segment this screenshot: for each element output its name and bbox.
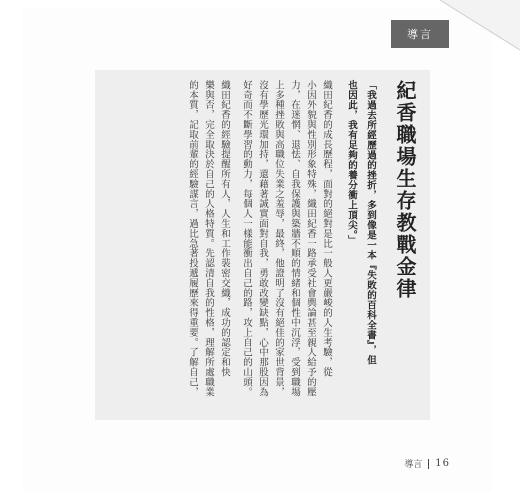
page-footer bbox=[404, 457, 450, 470]
section-label: 導言 bbox=[407, 28, 433, 41]
quote-line: 也因此，我有足夠的養分衝上頂尖。」 bbox=[346, 80, 357, 246]
page-number: 16 bbox=[435, 458, 450, 469]
paragraph-line: 沒有學歷光環加持，還藉著誠實面對自我，勇敢改變缺點，心中那股因為 bbox=[257, 80, 268, 397]
footer-divider bbox=[428, 459, 429, 469]
quote-line: 「我過去所經歷過的挫折，多到像是一本『失敗的百科全書』，但 bbox=[365, 80, 376, 366]
paragraph-line: 好奇而不斷學習的動力，每個人一樣能衝出自己的路，攻上自己的山頭。 bbox=[241, 80, 252, 397]
paragraph-line: 樂與否，完全取決於自己的人格特質。先認清自我的性格，理解所處職業 bbox=[203, 80, 214, 397]
footer-section-label: 導言 bbox=[404, 460, 423, 470]
section-tab bbox=[391, 20, 449, 48]
vertical-text-block bbox=[110, 80, 415, 410]
paragraph-line: 上多種挫敗與高職位失業之羞辱，最終，他證明了沒有絕佳的家世背景， bbox=[273, 80, 284, 397]
article-title: 紀香職場生存教戰金律 bbox=[393, 80, 417, 300]
paragraph-line: 的本質，記取前輩的經驗謀言，過比急著投遞履歷來得重要。了解自己， bbox=[187, 80, 198, 397]
paragraph-line: 織田紀香的成長歷程，面對的絕對是比一般人更嚴峻的人生考驗，從 bbox=[321, 80, 332, 377]
paragraph-line: 小因外貌與性別形象特殊，織田紀香一路承受社會輿論甚至親人給予的壓 bbox=[305, 80, 316, 397]
paragraph-line: 織田紀香的經驗提醒所有人，人生和工作裝密交織，成功的認定和快 bbox=[219, 80, 230, 377]
paragraph-line: 力，在迷惘、退怯、自我保護與築牆不順的情緒和個性中沉浮，受到職場 bbox=[289, 80, 300, 397]
